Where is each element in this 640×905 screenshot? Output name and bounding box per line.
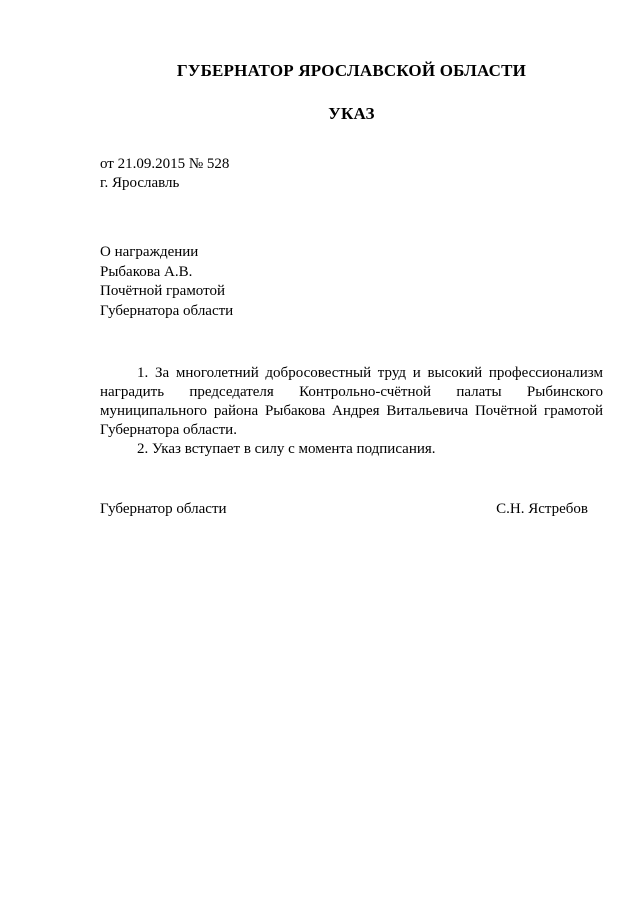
document-type-title: УКАЗ bbox=[328, 104, 375, 123]
subject-line: Рыбакова А.В. bbox=[100, 263, 193, 280]
body-paragraph-2: 2. Указ вступает в силу с момента подписания. bbox=[137, 441, 436, 457]
document-body bbox=[100, 364, 603, 459]
document-subject bbox=[100, 243, 233, 321]
signatory-position: Губернатор области bbox=[100, 501, 227, 517]
document-date-number: от 21.09.2015 № 528 bbox=[100, 156, 230, 172]
document-authority-title: ГУБЕРНАТОР ЯРОСЛАВСКОЙ ОБЛАСТИ bbox=[176, 61, 527, 80]
subject-line: О награждении bbox=[100, 244, 199, 260]
signatory-name: С.Н. Ястребов bbox=[496, 501, 588, 517]
document-place: г. Ярославль bbox=[100, 175, 180, 191]
signature-block bbox=[100, 501, 588, 518]
subject-line: Почётной грамотой bbox=[100, 283, 225, 299]
subject-line: Губернатора области bbox=[100, 302, 234, 319]
body-paragraph-1: 1. За многолетний добросовестный труд и высокий профессионализм наградить председателя Контрольно-счётной палаты Рыбинского муниципального района Рыбакова Андрея Витальевича Почётной грамотой Губернатора области. bbox=[100, 365, 603, 438]
